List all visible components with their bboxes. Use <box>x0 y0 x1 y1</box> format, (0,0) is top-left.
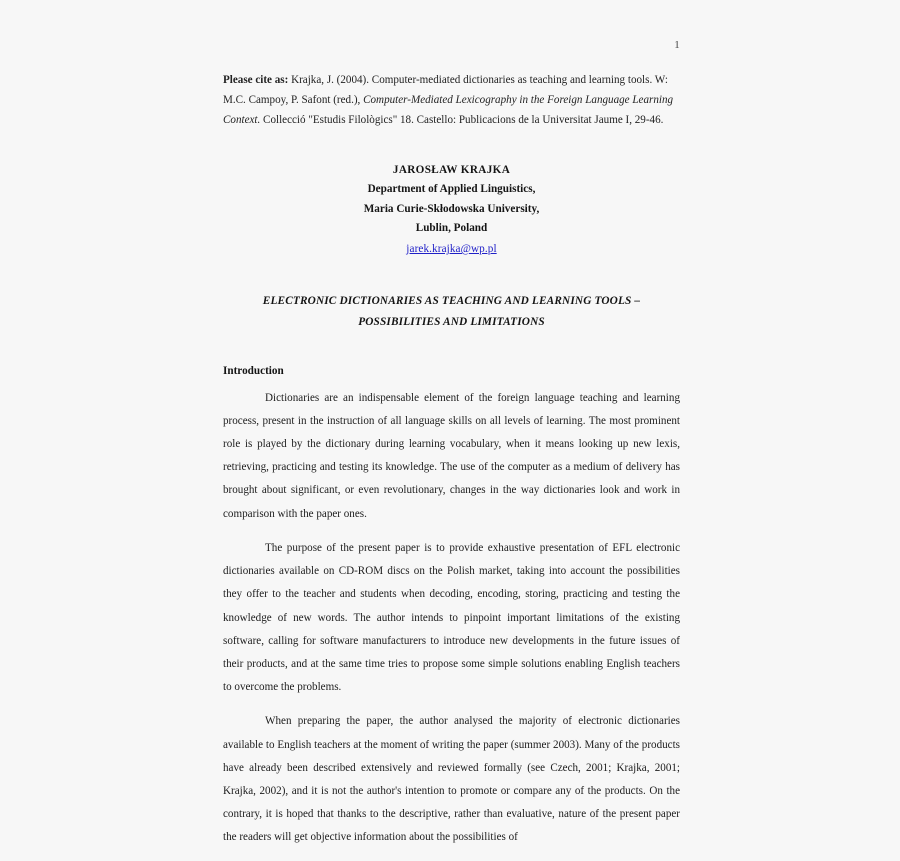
page-content-column <box>223 0 680 861</box>
citation-block <box>223 70 680 131</box>
author-block <box>223 161 680 260</box>
body-paragraph: Dictionaries are an indispensable element of the foreign language teaching and learning process, present in the instruction of all language skills on all levels of learning. The most prominent role is played by the dictionary during learning vocabulary, when it means looking up new lexis, retrieving, practicing and testing its knowledge. The use of the computer as a medium of delivery has brought about significant, or even revolutionary, changes in the way dictionaries look and work in comparison with the paper ones. <box>223 391 680 520</box>
body-paragraph: The purpose of the present paper is to provide exhaustive presentation of EFL electronic dictionaries available on CD-ROM discs on the Polish market, taking into account the possibilities they offer to the teacher and students when decoding, encoding, storing, practicing and testing the knowledge of new words. The author intends to pinpoint important limitations of the existing software, calling for software manufacturers to introduce new developments in the future issues of their products, and at the same time tries to propose some simple solutions enabling English teachers to overcome the problems. <box>223 541 680 694</box>
page-number: 1 <box>674 39 680 51</box>
citation-lead-label: Please cite as: <box>223 74 289 86</box>
body-paragraph: When preparing the paper, the author analysed the majority of electronic dictionaries available to English teachers at the moment of writing the paper (summer 2003). Many of the products have already been described extensively and reviewed formally (see Czech, 2001; Krajka, 2001; Krajka, 2002), and it is not the author's intention to promote or compare any of the products. On the contrary, it is hoped that thanks to the descriptive, rather than evaluative, nature of the present paper the readers will get objective information about the possibilities of <box>223 715 680 844</box>
author-name: JAROSŁAW KRAJKA <box>392 163 511 176</box>
paper-title-line-2: POSSIBILITIES AND LIMITATIONS <box>358 315 545 328</box>
paper-title-line-1: ELECTRONIC DICTIONARIES AS TEACHING AND LEARNING TOOLS – <box>262 294 641 307</box>
author-email-link[interactable]: jarek.krajka@wp.pl <box>406 242 497 255</box>
author-location: Lublin, Poland <box>415 222 488 235</box>
citation-part-2: Collecció "Estudis Filològics" 18. Castello: Publicacions de la Universitat Jaume I, 29-46. <box>260 114 664 127</box>
section-heading-introduction: Introduction <box>223 364 284 377</box>
author-institution: Maria Curie-Skłodowska University, <box>363 202 540 215</box>
paper-title <box>223 291 680 333</box>
author-email-line <box>223 240 680 260</box>
author-department: Department of Applied Linguistics, <box>367 183 536 196</box>
citation-part-1: Krajka, J. (2004). Computer-mediated dictionaries as teaching and learning tools. W: M.C. Campoy, P. Safont (red.), <box>223 74 668 107</box>
citation-italic-title: Computer-Mediated Lexicography in the Foreign Language Learning Context. <box>223 94 674 127</box>
